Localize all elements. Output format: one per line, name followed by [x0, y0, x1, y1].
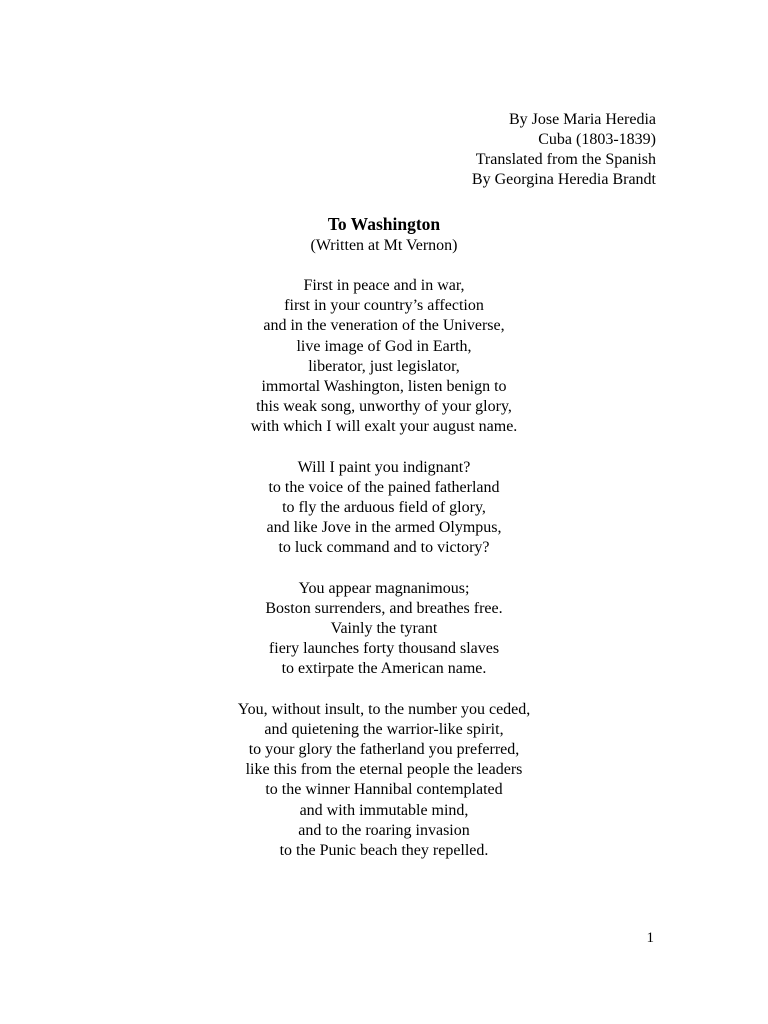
poem-line: and like Jove in the armed Olympus,	[266, 519, 502, 537]
poem-line: You appear magnanimous;	[298, 579, 470, 597]
poem-line: liberator, just legislator,	[308, 357, 460, 375]
attribution-line: Translated from the Spanish	[475, 151, 656, 168]
poem-line: Vainly the tyrant	[330, 620, 438, 638]
stanza-4	[219, 700, 549, 862]
attribution-block	[472, 110, 656, 190]
stanza-3	[219, 579, 549, 680]
attribution-line: By Georgina Heredia Brandt	[471, 171, 656, 188]
poem-line: to fly the arduous field of glory,	[282, 499, 486, 517]
page-number: 1	[646, 930, 654, 946]
poem-line: with which I will exalt your august name.	[250, 418, 518, 436]
poem-line: to your glory the fatherland you preferred,	[248, 741, 520, 759]
stanza-2	[219, 458, 549, 559]
poem-line: and to the roaring invasion	[298, 821, 470, 839]
poem-line: You, without insult, to the number you ceded,	[237, 700, 531, 718]
poem-line: to the voice of the pained fatherland	[268, 478, 500, 496]
poem-line: Boston surrenders, and breathes free.	[265, 599, 503, 617]
poem-title: To Washington	[327, 214, 441, 234]
attribution-line: Cuba (1803-1839)	[538, 131, 656, 148]
poem-line: and in the veneration of the Universe,	[263, 317, 505, 335]
poem-line: to luck command and to victory?	[278, 539, 490, 557]
poem	[0, 212, 768, 881]
poem-subtitle: (Written at Mt Vernon)	[310, 237, 458, 254]
poem-line: to the winner Hannibal contemplated	[265, 781, 503, 799]
poem-line: Will I paint you indignant?	[297, 458, 471, 476]
poem-line: like this from the eternal people the leaders	[245, 761, 523, 779]
poem-line: and quietening the warrior-like spirit,	[264, 720, 504, 738]
poem-line: first in your country’s affection	[284, 297, 484, 315]
poem-line: First in peace and in war,	[303, 277, 465, 294]
stanza-1	[219, 276, 549, 438]
poem-line: to extirpate the American name.	[281, 660, 487, 678]
poem-line: this weak song, unworthy of your glory,	[256, 398, 512, 416]
attribution-line: By Jose Maria Heredia	[508, 111, 656, 128]
poem-line: fiery launches forty thousand slaves	[268, 640, 500, 658]
poem-line: and with immutable mind,	[299, 801, 469, 819]
poem-line: live image of God in Earth,	[296, 337, 472, 355]
poem-line: immortal Washington, listen benign to	[261, 378, 507, 396]
poem-line: to the Punic beach they repelled.	[279, 842, 489, 860]
